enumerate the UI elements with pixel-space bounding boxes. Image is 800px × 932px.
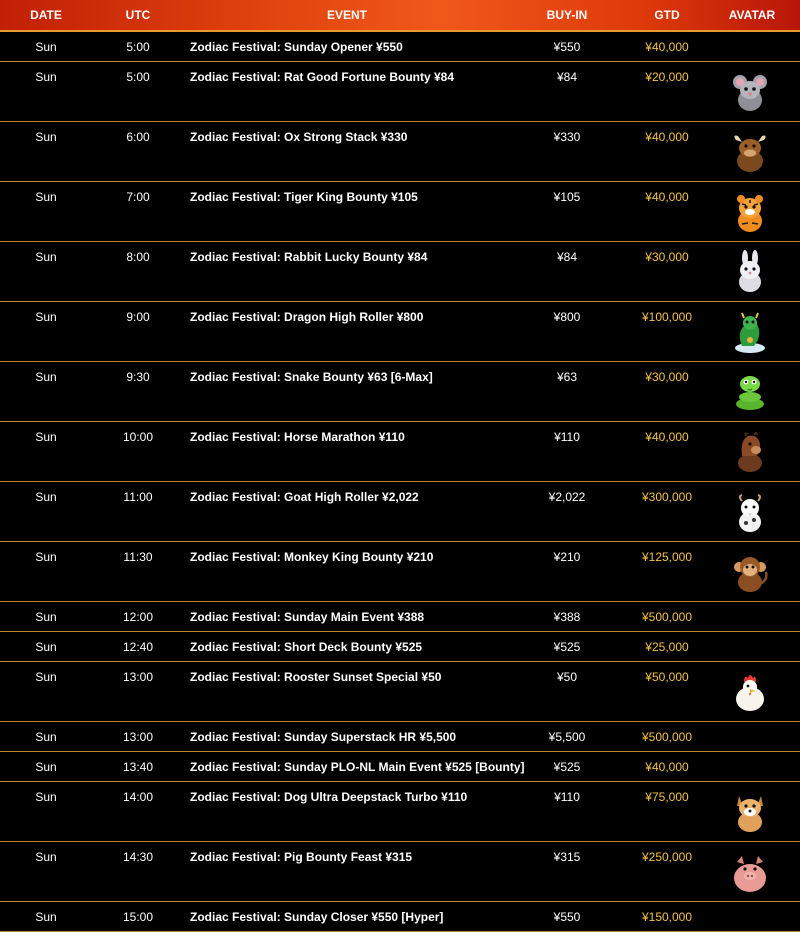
event-cell: Zodiac Festival: Sunday PLO-NL Main Event ¥525 [Bounty] xyxy=(190,760,525,774)
avatar-cell xyxy=(704,422,800,481)
utc-cell: 14:00 xyxy=(122,790,154,804)
utc-cell: 15:00 xyxy=(122,910,154,924)
utc-cell: 9:00 xyxy=(126,310,150,324)
monkey-avatar-icon xyxy=(728,550,772,594)
gtd-cell: ¥40,000 xyxy=(645,40,689,54)
buyin-cell: ¥5,500 xyxy=(548,730,586,744)
utc-cell: 6:00 xyxy=(126,130,150,144)
event-cell: Zodiac Festival: Goat High Roller ¥2,022 xyxy=(190,490,419,504)
gtd-cell: ¥40,000 xyxy=(645,130,689,144)
buyin-cell: ¥50 xyxy=(556,670,578,684)
buyin-cell: ¥525 xyxy=(553,640,581,654)
gtd-cell: ¥20,000 xyxy=(645,70,689,84)
utc-cell: 5:00 xyxy=(126,70,150,84)
avatar-cell xyxy=(704,752,800,781)
gtd-cell: ¥40,000 xyxy=(645,430,689,444)
date-cell: Sun xyxy=(35,370,57,384)
rooster-avatar-icon xyxy=(728,670,772,714)
buyin-cell: ¥388 xyxy=(553,610,581,624)
avatar-cell xyxy=(704,662,800,721)
date-cell: Sun xyxy=(35,760,57,774)
utc-cell: 14:30 xyxy=(122,850,154,864)
gtd-cell: ¥100,000 xyxy=(641,310,693,324)
date-cell: Sun xyxy=(35,250,57,264)
utc-cell: 8:00 xyxy=(126,250,150,264)
event-cell: Zodiac Festival: Rat Good Fortune Bounty ¥84 xyxy=(190,70,455,84)
table-row xyxy=(0,602,800,632)
date-cell: Sun xyxy=(35,910,57,924)
header-buyin: BUY-IN xyxy=(546,8,588,22)
buyin-cell: ¥525 xyxy=(553,760,581,774)
buyin-cell: ¥110 xyxy=(554,430,580,444)
gtd-cell: ¥300,000 xyxy=(641,490,693,504)
buyin-cell: ¥105 xyxy=(553,190,581,204)
utc-cell: 13:00 xyxy=(122,730,154,744)
gtd-cell: ¥50,000 xyxy=(645,670,689,684)
utc-cell: 12:40 xyxy=(122,640,154,654)
avatar-cell xyxy=(704,362,800,421)
date-cell: Sun xyxy=(35,430,57,444)
tiger-avatar-icon xyxy=(728,190,772,234)
gtd-cell: ¥40,000 xyxy=(645,760,689,774)
event-cell: Zodiac Festival: Dog Ultra Deepstack Turbo ¥110 xyxy=(190,790,468,804)
table-row xyxy=(0,62,800,122)
gtd-cell: ¥125,000 xyxy=(641,550,693,564)
goat-avatar-icon xyxy=(728,490,772,534)
event-cell: Zodiac Festival: Ox Strong Stack ¥330 xyxy=(190,130,408,144)
date-cell: Sun xyxy=(35,70,57,84)
date-cell: Sun xyxy=(35,490,57,504)
date-cell: Sun xyxy=(35,670,57,684)
date-cell: Sun xyxy=(35,790,57,804)
event-cell: Zodiac Festival: Short Deck Bounty ¥525 xyxy=(190,640,423,654)
table-row xyxy=(0,362,800,422)
table-row xyxy=(0,422,800,482)
utc-cell: 11:30 xyxy=(123,550,153,564)
avatar-cell xyxy=(704,602,800,631)
event-cell: Zodiac Festival: Sunday Main Event ¥388 xyxy=(190,610,425,624)
gtd-cell: ¥500,000 xyxy=(641,610,693,624)
header-event: EVENT xyxy=(326,8,367,22)
avatar-cell xyxy=(704,242,800,301)
table-row xyxy=(0,482,800,542)
event-cell: Zodiac Festival: Rooster Sunset Special ¥50 xyxy=(190,670,442,684)
dragon-avatar-icon xyxy=(728,310,772,354)
buyin-cell: ¥210 xyxy=(553,550,581,564)
avatar-cell xyxy=(704,902,800,931)
table-row xyxy=(0,722,800,752)
date-cell: Sun xyxy=(35,730,57,744)
horse-avatar-icon xyxy=(728,430,772,474)
table-header xyxy=(0,0,800,32)
event-cell: Zodiac Festival: Pig Bounty Feast ¥315 xyxy=(190,850,413,864)
table-row xyxy=(0,122,800,182)
pig-avatar-icon xyxy=(728,850,772,894)
gtd-cell: ¥40,000 xyxy=(645,190,689,204)
table-row xyxy=(0,32,800,62)
table-body xyxy=(0,32,800,932)
buyin-cell: ¥550 xyxy=(553,910,581,924)
date-cell: Sun xyxy=(35,310,57,324)
utc-cell: 11:00 xyxy=(123,490,153,504)
event-cell: Zodiac Festival: Monkey King Bounty ¥210 xyxy=(190,550,434,564)
rabbit-avatar-icon xyxy=(728,250,772,294)
date-cell: Sun xyxy=(35,190,57,204)
date-cell: Sun xyxy=(35,610,57,624)
utc-cell: 13:40 xyxy=(122,760,154,774)
buyin-cell: ¥315 xyxy=(553,850,581,864)
gtd-cell: ¥30,000 xyxy=(645,370,689,384)
dog-avatar-icon xyxy=(728,790,772,834)
gtd-cell: ¥25,000 xyxy=(645,640,689,654)
header-gtd: GTD xyxy=(654,8,680,22)
utc-cell: 9:30 xyxy=(126,370,150,384)
avatar-cell xyxy=(704,182,800,241)
date-cell: Sun xyxy=(35,40,57,54)
utc-cell: 12:00 xyxy=(122,610,154,624)
event-cell: Zodiac Festival: Sunday Closer ¥550 [Hyper] xyxy=(190,910,444,924)
rat-avatar-icon xyxy=(728,70,772,114)
ox-avatar-icon xyxy=(728,130,772,174)
buyin-cell: ¥84 xyxy=(556,70,578,84)
event-cell: Zodiac Festival: Sunday Opener ¥550 xyxy=(190,40,403,54)
table-row xyxy=(0,182,800,242)
buyin-cell: ¥110 xyxy=(554,790,580,804)
buyin-cell: ¥800 xyxy=(553,310,581,324)
header-avatar: AVATAR xyxy=(728,8,776,22)
buyin-cell: ¥84 xyxy=(556,250,578,264)
event-cell: Zodiac Festival: Sunday Superstack HR ¥5,500 xyxy=(190,730,457,744)
buyin-cell: ¥550 xyxy=(553,40,581,54)
gtd-cell: ¥150,000 xyxy=(641,910,693,924)
avatar-cell xyxy=(704,62,800,121)
table-row xyxy=(0,902,800,932)
utc-cell: 5:00 xyxy=(126,40,150,54)
buyin-cell: ¥2,022 xyxy=(548,490,586,504)
date-cell: Sun xyxy=(35,130,57,144)
table-row xyxy=(0,242,800,302)
buyin-cell: ¥330 xyxy=(553,130,581,144)
table-row xyxy=(0,752,800,782)
date-cell: Sun xyxy=(35,640,57,654)
avatar-cell xyxy=(704,482,800,541)
avatar-cell xyxy=(704,32,800,61)
date-cell: Sun xyxy=(35,850,57,864)
event-cell: Zodiac Festival: Tiger King Bounty ¥105 xyxy=(190,190,418,204)
event-cell: Zodiac Festival: Snake Bounty ¥63 [6-Max] xyxy=(190,370,433,384)
gtd-cell: ¥75,000 xyxy=(645,790,689,804)
snake-avatar-icon xyxy=(728,370,772,414)
event-cell: Zodiac Festival: Dragon High Roller ¥800 xyxy=(190,310,424,324)
header-date: DATE xyxy=(30,8,62,22)
table-row xyxy=(0,542,800,602)
avatar-cell xyxy=(704,542,800,601)
utc-cell: 13:00 xyxy=(122,670,154,684)
table-row xyxy=(0,302,800,362)
table-row xyxy=(0,632,800,662)
avatar-cell xyxy=(704,302,800,361)
utc-cell: 10:00 xyxy=(122,430,154,444)
table-row xyxy=(0,842,800,902)
avatar-cell xyxy=(704,722,800,751)
gtd-cell: ¥250,000 xyxy=(641,850,693,864)
avatar-cell xyxy=(704,842,800,901)
avatar-cell xyxy=(704,122,800,181)
avatar-cell xyxy=(704,782,800,841)
gtd-cell: ¥500,000 xyxy=(641,730,693,744)
date-cell: Sun xyxy=(35,550,57,564)
event-cell: Zodiac Festival: Horse Marathon ¥110 xyxy=(190,430,405,444)
utc-cell: 7:00 xyxy=(126,190,150,204)
gtd-cell: ¥30,000 xyxy=(645,250,689,264)
avatar-cell xyxy=(704,632,800,661)
table-row xyxy=(0,662,800,722)
header-utc: UTC xyxy=(125,8,151,22)
event-cell: Zodiac Festival: Rabbit Lucky Bounty ¥84 xyxy=(190,250,428,264)
buyin-cell: ¥63 xyxy=(556,370,578,384)
table-row xyxy=(0,782,800,842)
